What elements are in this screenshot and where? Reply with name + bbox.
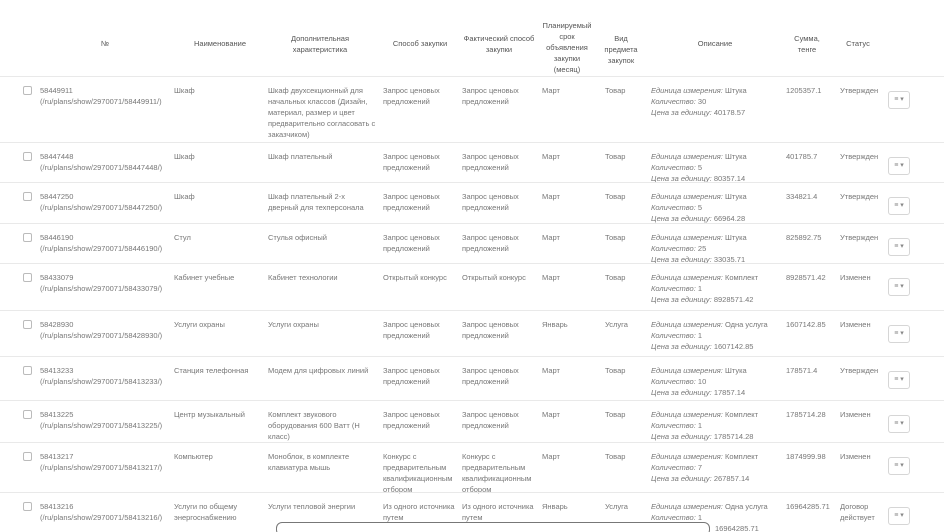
row-sum: 1874999.98: [786, 452, 826, 461]
row-actions-menu-button[interactable]: ≡ ▾: [888, 238, 910, 256]
row-name: Услуги по общему энергоснабжению: [174, 502, 238, 522]
row-status: Договор действует: [840, 502, 875, 522]
row-method: Запрос ценовых предложений: [383, 320, 440, 340]
row-fact: Из одного источника путем: [462, 502, 534, 522]
row-extra: Шкаф плательный: [268, 152, 333, 161]
row-description: Единица измерения: Комплект Количество: 7 Цена за единицу: 267857.14: [651, 452, 759, 483]
row-number[interactable]: 58413217 (/ru/plans/show/2970071/58413217/): [40, 452, 163, 472]
table-row: [0, 76, 944, 139]
row-number[interactable]: 58447448 (/ru/plans/show/2970071/58447448/): [40, 152, 163, 172]
row-checkbox[interactable]: [23, 273, 32, 282]
row-extra: Комплект звукового оборудования 600 Ватт (Н класс): [268, 410, 360, 441]
row-subject: Товар: [605, 192, 626, 201]
row-description: Единица измерения: Штука Количество: 5 Цена за единицу: 80357.14: [651, 152, 747, 183]
row-subject: Товар: [605, 452, 626, 461]
row-number[interactable]: 58449911 (/ru/plans/show/2970071/58449911/): [40, 86, 162, 106]
table-row: [0, 400, 944, 440]
row-subject: Товар: [605, 233, 626, 242]
table-header: [0, 0, 944, 76]
table-row: [0, 310, 944, 350]
row-extra: Услуги тепловой энергии: [268, 502, 356, 511]
header-extra: Дополнительная характеристика: [290, 34, 350, 54]
row-number[interactable]: 58413233 (/ru/plans/show/2970071/58413233/): [40, 366, 163, 386]
row-sum: 1205357.1: [786, 86, 822, 95]
row-month: Март: [542, 152, 560, 161]
row-extra: Услуги охраны: [268, 320, 319, 329]
row-checkbox[interactable]: [23, 410, 32, 419]
table-row: [0, 142, 944, 182]
header-status: Статус: [846, 39, 870, 48]
row-actions-menu-button[interactable]: ≡ ▾: [888, 371, 910, 389]
row-sum: 1607142.85: [786, 320, 826, 329]
row-month: Март: [542, 410, 560, 419]
row-month: Март: [542, 452, 560, 461]
row-checkbox[interactable]: [23, 86, 32, 95]
row-description: Единица измерения: Одна услуга Количество: 1 Цена за единицу: 1607142.85: [651, 320, 768, 351]
table-row: [0, 442, 944, 494]
row-extra: Шкаф двухсекционный для начальных классов (Дизайн, материал, размер и цвет предварительно согласовать с заказчиком): [268, 86, 376, 139]
row-month: Март: [542, 86, 560, 95]
row-name: Компьютер: [174, 452, 213, 461]
row-subject: Услуга: [605, 320, 628, 329]
row-description: Единица измерения: Одна услуга Количество: 1: [651, 502, 768, 522]
row-checkbox[interactable]: [23, 366, 32, 375]
header-desc: Описание: [697, 39, 733, 48]
table-row: [0, 182, 944, 222]
row-checkbox[interactable]: [23, 192, 32, 201]
table-row: [0, 263, 944, 303]
row-checkbox[interactable]: [23, 452, 32, 461]
row-fact: Открытый конкурс: [462, 273, 526, 282]
row-method: Из одного источника путем: [383, 502, 455, 522]
row-fact: Конкурс с предварительным квалификационным отбором: [462, 452, 532, 494]
row-number[interactable]: 58413225 (/ru/plans/show/2970071/58413225/): [40, 410, 163, 430]
row-month: Март: [542, 233, 560, 242]
row-fact: Запрос ценовых предложений: [462, 152, 519, 172]
row-extra: Моноблок, в комплекте клавиатура мышь: [268, 452, 350, 472]
table-row: [0, 223, 944, 263]
row-status: Утвержден: [840, 366, 879, 375]
row-sum: 178571.4: [786, 366, 818, 375]
row-month: Март: [542, 366, 560, 375]
row-name: Кабинет учебные: [174, 273, 235, 282]
row-method: Запрос ценовых предложений: [383, 410, 440, 430]
row-sum: 1785714.28: [786, 410, 826, 419]
header-fact: Фактический способ закупки: [463, 34, 535, 54]
row-extra: Кабинет технологии: [268, 273, 338, 282]
row-status: Изменен: [840, 273, 871, 282]
row-name: Услуги охраны: [174, 320, 225, 329]
row-month: Март: [542, 273, 560, 282]
row-status: Утвержден: [840, 86, 879, 95]
row-actions-menu-button[interactable]: ≡ ▾: [888, 507, 910, 525]
row-actions-menu-button[interactable]: ≡ ▾: [888, 325, 910, 343]
row-subject: Товар: [605, 366, 626, 375]
row-method: Открытый конкурс: [383, 273, 447, 282]
row-actions-menu-button[interactable]: ≡ ▾: [888, 91, 910, 109]
row-sum: 825892.75: [786, 233, 822, 242]
row-extra: Стулья офисный: [268, 233, 327, 242]
row-status: Изменен: [840, 320, 871, 329]
row-number[interactable]: 58413216 (/ru/plans/show/2970071/58413216/): [40, 502, 163, 522]
row-actions-menu-button[interactable]: ≡ ▾: [888, 197, 910, 215]
row-method: Запрос ценовых предложений: [383, 152, 440, 172]
row-status: Утвержден: [840, 233, 879, 242]
row-fact: Запрос ценовых предложений: [462, 192, 519, 212]
row-name: Станция телефонная: [174, 366, 249, 375]
header-subj: Вид предмета закупок: [604, 34, 638, 65]
row-checkbox[interactable]: [23, 502, 32, 511]
row-month: Март: [542, 192, 560, 201]
row-fact: Запрос ценовых предложений: [462, 320, 519, 340]
row-actions-menu-button[interactable]: ≡ ▾: [888, 457, 910, 475]
row-description: Единица измерения: Комплект Количество: 1 Цена за единицу: 1785714.28: [651, 410, 759, 441]
row-extra: Модем для цифровых линий: [268, 366, 369, 375]
row-method: Запрос ценовых предложений: [383, 192, 440, 212]
row-actions-menu-button[interactable]: ≡ ▾: [888, 278, 910, 296]
row-method: Конкурс с предварительным квалификационным отбором: [383, 452, 453, 494]
tooltip-value: 16964285.71: [715, 524, 759, 532]
row-name: Центр музыкальный: [174, 410, 245, 419]
row-description: Единица измерения: Штука Количество: 25 Цена за единицу: 33035.71: [651, 233, 747, 264]
header-sum: Сумма, тенге: [794, 34, 820, 54]
row-name: Стул: [174, 233, 191, 242]
row-method: Запрос ценовых предложений: [383, 233, 440, 253]
row-month: Январь: [542, 502, 568, 511]
row-description: Единица измерения: Штука Количество: 10 Цена за единицу: 17857.14: [651, 366, 747, 397]
tooltip-popup: [276, 522, 710, 532]
row-status: Изменен: [840, 452, 871, 461]
header-name: Наименование: [194, 39, 246, 48]
row-fact: Запрос ценовых предложений: [462, 366, 519, 386]
row-description: Единица измерения: Комплект Количество: 1 Цена за единицу: 8928571.42: [651, 273, 759, 304]
row-method: Запрос ценовых предложений: [383, 366, 440, 386]
row-number[interactable]: 58447250 (/ru/plans/show/2970071/58447250/): [40, 192, 163, 212]
row-method: Запрос ценовых предложений: [383, 86, 440, 106]
header-month: Планируемый срок объявления закупки (месяц): [542, 21, 592, 74]
row-subject: Товар: [605, 273, 626, 282]
row-name: Шкаф: [174, 86, 195, 95]
row-actions-menu-button[interactable]: ≡ ▾: [888, 157, 910, 175]
row-name: Шкаф: [174, 152, 195, 161]
table-row: [0, 356, 944, 396]
row-status: Изменен: [840, 410, 871, 419]
row-checkbox[interactable]: [23, 152, 32, 161]
row-sum: 8928571.42: [786, 273, 826, 282]
row-number[interactable]: 58428930 (/ru/plans/show/2970071/58428930/): [40, 320, 163, 340]
row-sum: 334821.4: [786, 192, 818, 201]
row-description: Единица измерения: Штука Количество: 5 Цена за единицу: 66964.28: [651, 192, 747, 223]
row-subject: Товар: [605, 152, 626, 161]
row-subject: Товар: [605, 410, 626, 419]
row-number[interactable]: 58446190 (/ru/plans/show/2970071/58446190/): [40, 233, 163, 253]
row-status: Утвержден: [840, 192, 879, 201]
row-name: Шкаф: [174, 192, 195, 201]
row-status: Утвержден: [840, 152, 879, 161]
header-method: Способ закупки: [392, 39, 448, 48]
row-actions-menu-button[interactable]: ≡ ▾: [888, 415, 910, 433]
row-subject: Услуга: [605, 502, 628, 511]
row-number[interactable]: 58433079 (/ru/plans/show/2970071/58433079/): [40, 273, 163, 293]
row-fact: Запрос ценовых предложений: [462, 86, 519, 106]
row-checkbox[interactable]: [23, 320, 32, 329]
header-num: №: [100, 39, 110, 48]
row-fact: Запрос ценовых предложений: [462, 233, 519, 253]
row-subject: Товар: [605, 86, 626, 95]
row-description: Единица измерения: Штука Количество: 30 Цена за единицу: 40178.57: [651, 86, 747, 117]
row-extra: Шкаф плательный 2-х дверный для техперсонала: [268, 192, 364, 212]
row-fact: Запрос ценовых предложений: [462, 410, 519, 430]
row-sum: 401785.7: [786, 152, 818, 161]
row-sum: 16964285.71: [786, 502, 830, 511]
row-month: Январь: [542, 320, 568, 329]
row-checkbox[interactable]: [23, 233, 32, 242]
